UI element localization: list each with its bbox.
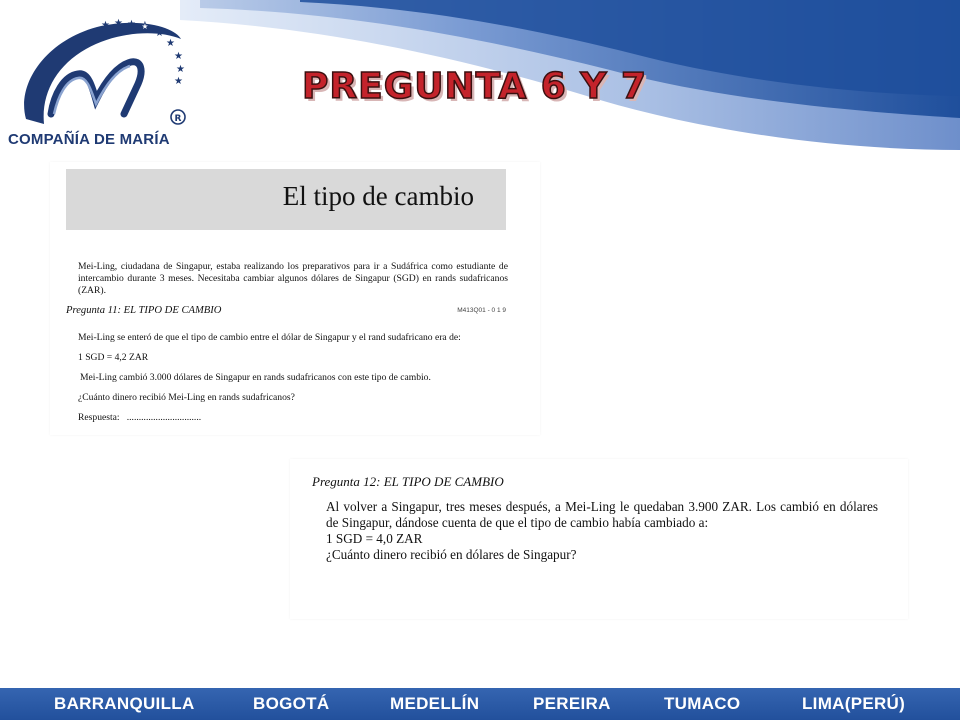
exchange-statement: Mei-Ling cambió 3.000 dólares de Singapur en rands sudafricanos con este tipo de cambio. <box>80 372 431 383</box>
footer-city-tumaco: TUMACO <box>664 694 741 713</box>
slide-title: PREGUNTA 6 Y 7 <box>302 66 647 107</box>
document-title-bar <box>66 169 506 230</box>
footer-city-bar <box>0 688 960 720</box>
svg-text:★: ★ <box>176 64 185 75</box>
question-12-title: Pregunta 12: EL TIPO DE CAMBIO <box>312 474 504 489</box>
answer-line: Respuesta: ............................... <box>78 412 202 423</box>
footer-city-pereira: PEREIRA <box>533 694 611 713</box>
document-title: El tipo de cambio <box>282 181 474 211</box>
document-intro-text: Mei-Ling, ciudadana de Singapur, estaba realizando los preparativos para ir a Sudáfrica como estudiante de intercambio durante 3 meses. Necesitaba cambiar algunos dólares de Singapur (SGD) en rands sudafricanos (ZAR). <box>78 261 508 296</box>
svg-text:★: ★ <box>140 20 150 33</box>
brand-name: COMPAÑÍA DE MARÍA <box>8 131 170 148</box>
svg-text:★: ★ <box>127 19 136 30</box>
footer-city-barranquilla: BARRANQUILLA <box>54 694 195 713</box>
question-11-title: Pregunta 11: EL TIPO DE CAMBIO <box>66 305 222 316</box>
footer-city-medellin: MEDELLÍN <box>390 694 480 713</box>
question-12-question: ¿Cuánto dinero recibió en dólares de Singapur? <box>326 547 577 562</box>
svg-text:★: ★ <box>174 76 183 87</box>
question-11-text: ¿Cuánto dinero recibió Mei-Ling en rands sudafricanos? <box>78 392 295 403</box>
logo-emblem-icon <box>6 14 196 139</box>
question-document-1 <box>50 162 540 435</box>
question-12-rate: 1 SGD = 4,0 ZAR <box>326 531 423 546</box>
question-document-2 <box>290 459 908 619</box>
svg-text:★: ★ <box>166 38 175 49</box>
question-code: M413Q01 - 0 1 9 <box>457 307 506 314</box>
svg-text:★: ★ <box>174 51 183 62</box>
svg-text:R: R <box>174 114 182 124</box>
footer-city-lima: LIMA(PERÚ) <box>802 694 906 713</box>
question-12-body <box>326 499 878 563</box>
svg-text:★: ★ <box>114 18 123 29</box>
footer-city-bogota: BOGOTÁ <box>253 694 330 713</box>
question-12-text: Al volver a Singapur, tres meses después, a Mei-Ling le quedaban 3.900 ZAR. Los cambió en dólares de Singapur, dándose cuenta de que el tipo de cambio había cambiado a: <box>326 499 878 530</box>
svg-text:★: ★ <box>101 20 110 31</box>
exchange-rate-intro: Mei-Ling se enteró de que el tipo de cambio entre el dólar de Singapur y el rand sudafricano era de: <box>78 332 461 343</box>
svg-text:★: ★ <box>155 28 164 39</box>
exchange-rate-value: 1 SGD = 4,2 ZAR <box>78 352 149 363</box>
